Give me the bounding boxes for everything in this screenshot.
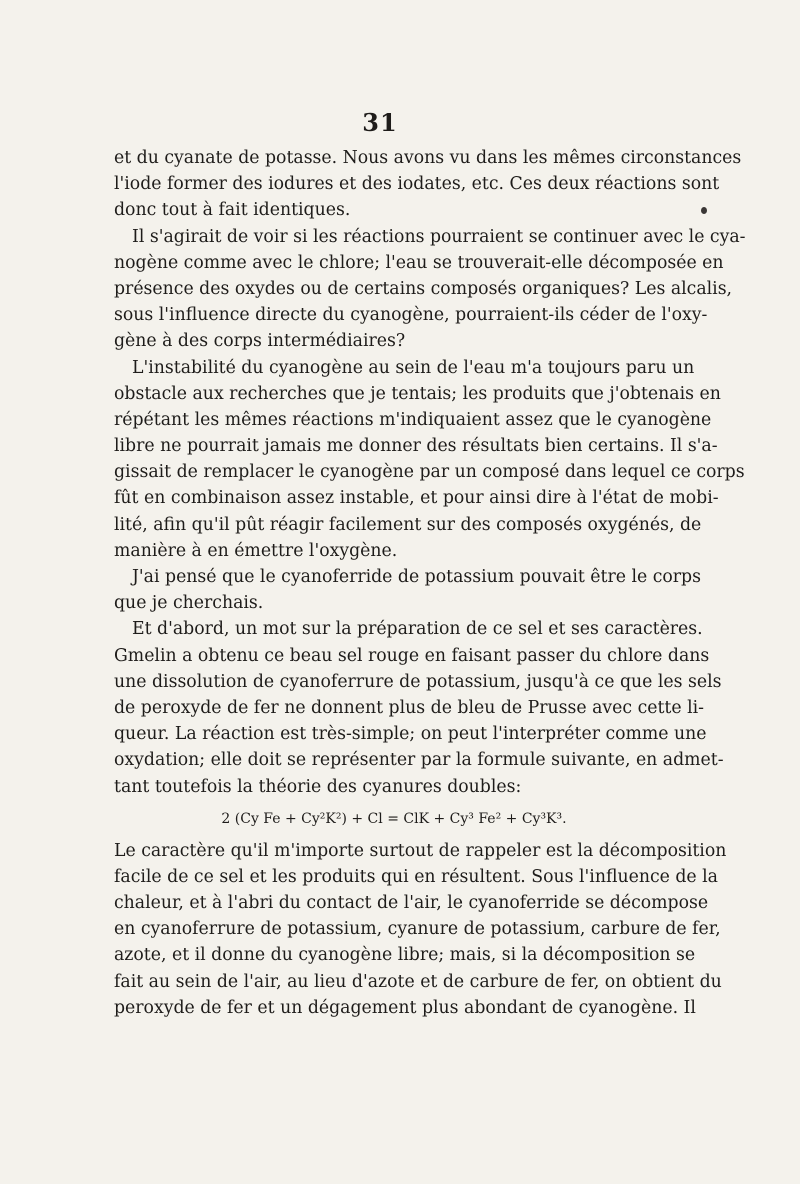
- text-line: azote, et il donne du cyanogène libre; mais, si la décomposition se: [114, 945, 696, 966]
- text-line: une dissolution de cyanoferrure de potassium, jusqu'à ce que les sels: [114, 671, 722, 692]
- text-line: peroxyde de fer et un dégagement plus abondant de cyanogène. Il: [114, 997, 696, 1018]
- text-line: que je cherchais.: [114, 593, 264, 614]
- text-line: en cyanoferrure de potassium, cyanure de potassium, carbure de fer,: [114, 919, 721, 940]
- text-line: chaleur, et à l'abri du contact de l'air, le cyanoferride se décompose: [114, 893, 709, 914]
- text-line: L'instabilité du cyanogène au sein de l'eau m'a toujours paru un: [132, 357, 695, 378]
- text-line: lité, afin qu'il pût réagir facilement sur des composés oxygénés, de: [114, 514, 702, 535]
- text-line: Gmelin a obtenu ce beau sel rouge en faisant passer du chlore dans: [114, 645, 710, 666]
- chemical-formula: 2 (Cy Fe + Cy²K²) + Cl = ClK + Cy³ Fe² + Cy³K³.: [221, 810, 567, 827]
- text-line: nogène comme avec le chlore; l'eau se trouverait-elle décomposée en: [114, 252, 724, 273]
- text-line: J'ai pensé que le cyanoferride de potassium pouvait être le corps: [132, 567, 701, 587]
- text-line: présence des oxydes ou de certains composés organiques? Les alcalis,: [114, 278, 733, 299]
- text-line: libre ne pourrait jamais me donner des résultats bien certains. Il s'a-: [114, 436, 718, 457]
- text-line: manière à en émettre l'oxygène.: [114, 540, 398, 561]
- text-line: Et d'abord, un mot sur la préparation de ce sel et ses caractères.: [132, 619, 703, 640]
- text-line: de peroxyde de fer ne donnent plus de bleu de Prusse avec cette li-: [114, 697, 704, 718]
- text-line: gissait de remplacer le cyanogène par un composé dans lequel ce corps: [114, 462, 745, 483]
- text-line: Il s'agirait de voir si les réactions pourraient se continuer avec le cya-: [132, 226, 746, 247]
- text-line: sous l'influence directe du cyanogène, pourraient-ils céder de l'oxy-: [114, 305, 708, 326]
- text-line: tant toutefois la théorie des cyanures doubles:: [114, 776, 522, 797]
- page-number: 31: [362, 108, 398, 137]
- margin-ink-spot: [701, 207, 707, 214]
- text-line: queur. La réaction est très-simple; on peut l'interpréter comme une: [114, 724, 707, 745]
- text-line: répétant les mêmes réactions m'indiquaient assez que le cyanogène: [114, 409, 712, 430]
- text-line: donc tout à fait identiques.: [114, 200, 351, 221]
- text-line: Le caractère qu'il m'importe surtout de rappeler est la décomposition: [114, 840, 727, 861]
- text-line: obstacle aux recherches que je tentais; les produits que j'obtenais en: [114, 383, 721, 404]
- text-line: fût en combinaison assez instable, et pour ainsi dire à l'état de mobi-: [114, 488, 719, 509]
- text-line: et du cyanate de potasse. Nous avons vu dans les mêmes circonstances: [114, 148, 742, 168]
- text-line: facile de ce sel et les produits qui en résultent. Sous l'influence de la: [114, 866, 718, 887]
- text-line: fait au sein de l'air, au lieu d'azote et de carbure de fer, on obtient du: [114, 971, 722, 992]
- body-text: [114, 145, 746, 1021]
- text-line: l'iode former des iodures et des iodates, etc. Ces deux réactions sont: [114, 174, 720, 195]
- text-line: oxydation; elle doit se représenter par la formule suivante, en admet-: [114, 750, 724, 771]
- text-line: gène à des corps intermédiaires?: [114, 331, 406, 352]
